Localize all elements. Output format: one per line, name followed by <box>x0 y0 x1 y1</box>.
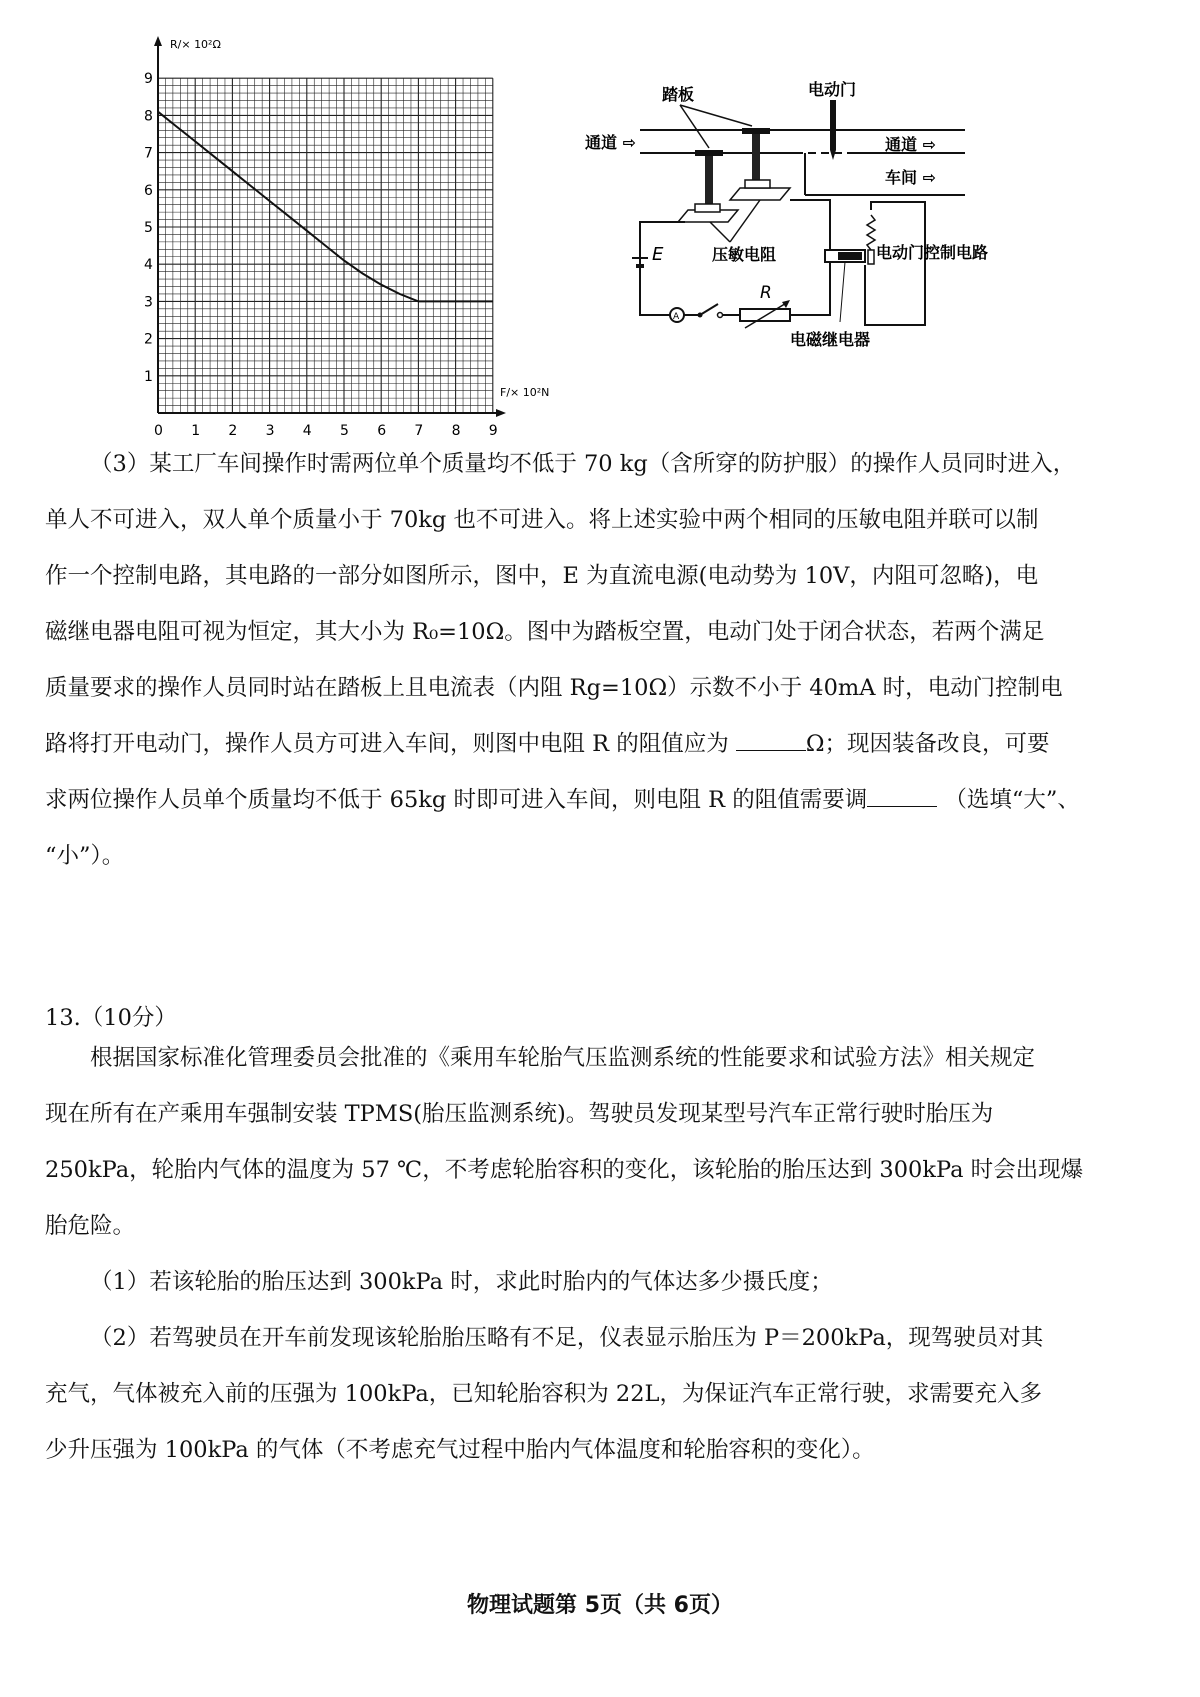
circuit-wire-left <box>640 222 685 315</box>
circuit-wire-top <box>790 200 830 250</box>
electric-door <box>830 100 836 150</box>
switch-blade <box>700 304 718 315</box>
pressure-plate-upper <box>730 188 790 200</box>
relay-armature <box>868 250 874 264</box>
y-tick-label: 1 <box>144 368 153 385</box>
x-tick-label: 1 <box>191 423 201 439</box>
pedal-pointer-2 <box>680 105 752 126</box>
q13-p1-line-4: 胎危险。 <box>45 1213 136 1239</box>
pressure-resistor-label: 压敏电阻 <box>712 245 777 264</box>
ammeter-label: A <box>673 312 680 322</box>
door-label: 电动门 <box>808 80 857 99</box>
q12-line-6-tail: Ω；现因装备改良，可要 <box>805 731 1050 757</box>
y-tick-label: 6 <box>144 182 153 199</box>
emf-label: E <box>652 244 664 265</box>
q12-line-7-text: 求两位操作人员单个质量均不低于 65kg 时即可进入车间，则电阻 R 的阻值需要调 <box>45 787 868 813</box>
answer-blank-2[interactable] <box>867 788 937 807</box>
x-tick-label: 3 <box>265 423 275 439</box>
x-tick-label: 8 <box>451 423 461 439</box>
pedal-right-top <box>742 128 770 134</box>
q12-line-8: “小”）。 <box>45 843 125 869</box>
pressure-resistor-left <box>695 204 720 212</box>
x-tick-label: 0 <box>154 423 163 439</box>
resistance-force-graph <box>140 28 610 468</box>
y-tick-label: 2 <box>144 331 153 348</box>
q12-line-4: 磁继电器电阻可视为恒定，其大小为 R₀=10Ω。图中为踏板空置，电动门处于闭合状态，若两个满足 <box>45 619 1045 645</box>
question-12-part-3 <box>45 436 1155 884</box>
x-tick-label: 5 <box>340 423 349 439</box>
q13-sub-2-line-1: （2）若驾驶员在开车前发现该轮胎胎压略有不足，仪表显示胎压为 P＝200kPa，现驾驶员对其 <box>90 1325 1044 1351</box>
pedal-left-top <box>695 150 723 156</box>
q12-line-2: 单人不可进入，双人单个质量小于 70kg 也不可进入。将上述实验中两个相同的压敏电阻并联可以制 <box>45 507 1039 533</box>
q12-line-3: 作一个控制电路，其电路的一部分如图所示，图中，E 为直流电源(电动势为 10V，内阻可忽略)，电 <box>45 563 1039 589</box>
question-13-body <box>45 1030 1155 1478</box>
q13-sub-1: （1）若该轮胎的胎压达到 300kPa 时，求此时胎内的气体达多少摄氏度； <box>90 1269 833 1295</box>
circuit-wire-right <box>790 260 830 315</box>
channel-right-label: 通道 ⇨ <box>885 135 936 154</box>
pedal-label: 踏板 <box>662 85 695 104</box>
y-axis-label: R/× 10²Ω <box>170 38 221 51</box>
y-tick-label: 9 <box>144 71 153 88</box>
x-axis-arrow <box>496 409 506 417</box>
y-tick-label: 8 <box>144 108 153 125</box>
relay-spring <box>867 215 875 250</box>
page-footer: 物理试题第 5页（共 6页） <box>467 1593 733 1618</box>
q12-line-7 <box>45 772 1155 828</box>
resistance-curve <box>158 112 493 302</box>
q12-line-1: （3）某工厂车间操作时需两位单个质量均不低于 70 kg（含所穿的防护服）的操作人员同时进入， <box>90 451 1076 477</box>
x-tick-label: 2 <box>228 423 238 439</box>
q13-p1-line-1: 根据国家标准化管理委员会批准的《乘用车轮胎气压监测系统的性能要求和试验方法》相关规定 <box>90 1045 1036 1071</box>
pressure-resistor-right <box>745 180 770 188</box>
x-tick-label: 9 <box>488 423 498 439</box>
x-tick-label: 6 <box>377 423 387 439</box>
y-tick-label: 3 <box>144 294 153 311</box>
q13-p1-line-2: 现在所有在产乘用车强制安装 TPMS(胎压监测系统)。驾驶员发现某型号汽车正常行驶时胎压为 <box>45 1101 994 1127</box>
resistor-pointer-2 <box>730 200 760 242</box>
switch-contact <box>718 313 723 318</box>
workshop-label: 车间 ⇨ <box>885 168 936 187</box>
q13-sub-2-line-2: 充气，气体被充入前的压强为 100kPa，已知轮胎容积为 22L，为保证汽车正常行驶，求需要充入多 <box>45 1381 1043 1407</box>
x-axis-label: F/× 10²N <box>500 386 550 399</box>
q13-sub-2-line-3: 少升压强为 100kPa 的气体（不考虑充气过程中胎内气体温度和轮胎容积的变化）。 <box>45 1437 875 1463</box>
y-tick-label: 7 <box>144 145 153 162</box>
question-13-heading: 13.（10分） <box>45 1005 177 1031</box>
q13-p1-line-3: 250kPa，轮胎内气体的温度为 57 ℃，不考虑轮胎容积的变化，该轮胎的胎压达到 300kPa 时会出现爆 <box>45 1157 1084 1183</box>
relay-pointer <box>840 262 845 322</box>
relay-core <box>838 252 862 260</box>
q12-line-7-tail: （选填“大”、 <box>944 787 1080 813</box>
q12-line-5: 质量要求的操作人员同时站在踏板上且电流表（内阻 Rg=10Ω）示数不小于 40mA 时，电动门控制电 <box>45 675 1063 701</box>
pedal-left-post <box>705 156 713 208</box>
relay-label: 电磁继电器 <box>790 330 871 349</box>
control-circuit-label: 电动门控制电路 <box>876 243 989 262</box>
x-tick-label: 7 <box>414 423 424 439</box>
rheostat-arrowhead <box>782 300 790 308</box>
q12-line-6-text: 路将打开电动门，操作人员方可进入车间，则图中电阻 R 的阻值应为 <box>45 731 729 757</box>
y-tick-label: 5 <box>144 220 153 236</box>
q12-line-6 <box>45 716 1155 772</box>
rheostat-label: R <box>760 283 772 303</box>
y-tick-label: 4 <box>144 257 153 274</box>
circuit-diagram <box>585 80 1070 380</box>
resistor-pointer-1 <box>710 222 730 242</box>
x-tick-label: 4 <box>302 423 312 439</box>
y-axis-arrow <box>154 36 162 46</box>
answer-blank-1[interactable] <box>736 732 806 751</box>
channel-left-label: 通道 ⇨ <box>585 133 636 152</box>
rheostat <box>740 309 790 321</box>
door-tip <box>830 150 836 160</box>
